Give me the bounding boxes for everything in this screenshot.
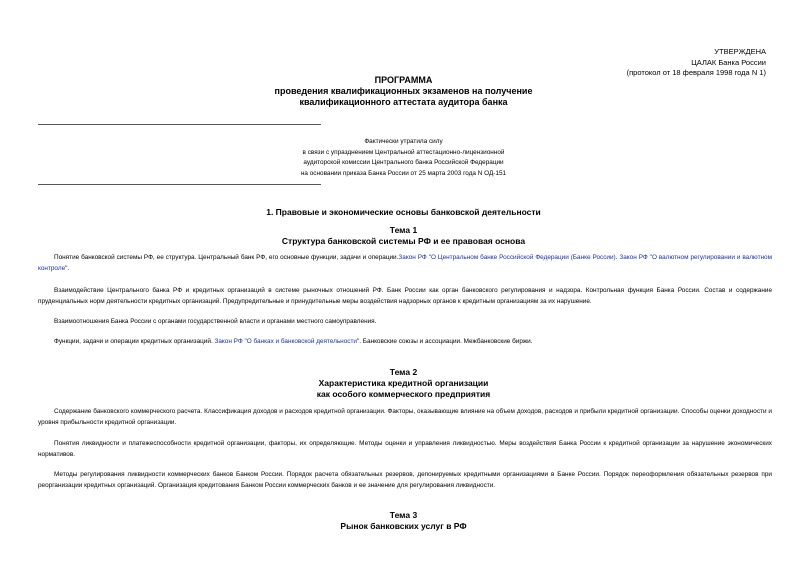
title-line-3: квалификационного аттестата аудитора банка	[299, 97, 508, 107]
repeal-notice	[0, 137, 807, 179]
topic-3-heading	[0, 510, 807, 532]
section-1-title: 1. Правовые и экономические основы банковской деятельности	[266, 207, 541, 217]
paragraph-text: Взаимоотношения Банка России с органами государственной власти и органами местного самоуправления.	[54, 318, 377, 325]
paragraph-text: Понятие банковской системы РФ, ее структура. Центральный банк РФ, его основные функции, задачи и операции.	[54, 254, 399, 261]
topic-1-label: Тема 1	[389, 225, 418, 235]
topic-1-paragraph-2	[38, 286, 772, 307]
paragraph-text: Взаимодействие Центрального банка РФ и кредитных организаций в системе рыночных отношений РФ. Банк России как орган банковского регулирования и надзора. Контрольная функция Банка России. Состав и содержание пруденциальных норм деятельности кредитных организаций. Предупредительные и принудительные меры воздействия надзорных органов к кредитным организациям за их нарушение.	[38, 287, 772, 305]
notice-line-1: Фактически утратила силу	[364, 138, 443, 145]
title-line-1: ПРОГРАММА	[374, 75, 433, 85]
approval-line-2: ЦАЛАК Банка России	[691, 57, 766, 67]
topic-1-title: Структура банковской системы РФ и ее правовая основа	[281, 236, 526, 246]
approval-line-3: (протокол от 18 февраля 1998 года N 1)	[626, 68, 766, 77]
topic-2-label: Тема 2	[389, 367, 418, 377]
topic-3-label: Тема 3	[389, 510, 418, 520]
topic-2-title-line-2: как особого коммерческого предприятия	[316, 389, 491, 399]
divider-top	[38, 124, 321, 125]
topic-1-paragraph-1	[38, 253, 772, 274]
approval-line-1: УТВЕРЖДЕНА	[714, 47, 766, 56]
notice-line-3: аудиторской комиссии Центрального банка Российской Федерации	[303, 159, 504, 166]
law-link-currency-regulation[interactable]: Закон РФ "О валютном регулировании и валютном контроле	[38, 254, 772, 272]
paragraph-text: ". Банковские союзы и ассоциации. Межбанковские биржи.	[356, 338, 533, 345]
paragraph-text: ".	[65, 264, 70, 272]
topic-2-paragraph-3	[38, 470, 772, 491]
paragraph-text: Понятия ликвидности и платежеспособности кредитной организации, факторы, их определяющие. Методы оценки и управления ликвидностью. Меры воздействия Банка России к кредитной организации за нарушение экономических нормативов.	[38, 440, 772, 458]
paragraph-text: Методы регулирования ликвидности коммерческих банков Банком России. Порядок расчета обязательных резервов, депонируемых кредитными организациями в Банке России. Порядок переоформления обязательных резервов при реорганизации кредитных организаций. Организация кредитования Банком России коммерческих банков и ее значение для регулирования ликвидности.	[38, 471, 772, 489]
approval-block	[627, 47, 766, 79]
notice-line-4: на основании приказа Банка России от 25 марта 2003 года N ОД-151	[300, 169, 507, 177]
divider-bottom	[38, 184, 321, 185]
topic-1-paragraph-3	[38, 317, 772, 328]
paragraph-text: .	[615, 254, 620, 261]
topic-2-paragraph-1	[38, 407, 772, 428]
topic-3-title: Рынок банковских услуг в РФ	[340, 521, 467, 531]
topic-2-heading	[0, 367, 807, 400]
topic-2-paragraph-2	[38, 439, 772, 460]
document-title	[0, 75, 807, 108]
topic-2-title-line-1: Характеристика кредитной организации	[318, 378, 489, 388]
paragraph-text: Функции, задачи и операции кредитных организаций.	[54, 338, 215, 345]
notice-line-2: в связи с упразднением Центральной аттестационно-лицензионной	[302, 148, 505, 156]
law-link-banks[interactable]: Закон РФ "О банках и банковской деятельности	[214, 338, 357, 345]
topic-1-paragraph-4	[38, 337, 772, 348]
topic-1-heading	[0, 225, 807, 247]
law-link-central-bank[interactable]: Закон РФ "О Центральном банке Российской Федерации (Банке России)	[398, 254, 616, 261]
paragraph-text: Содержание банковского коммерческого расчета. Классификация доходов и расходов кредитной организации. Факторы, оказывающие влияние на объем доходов, расходов и прибыли кредитной организации. Способы оценки доходности и уровня прибыльности кредитной организации.	[38, 408, 772, 426]
title-line-2: проведения квалификационных экзаменов на получение	[274, 86, 533, 96]
